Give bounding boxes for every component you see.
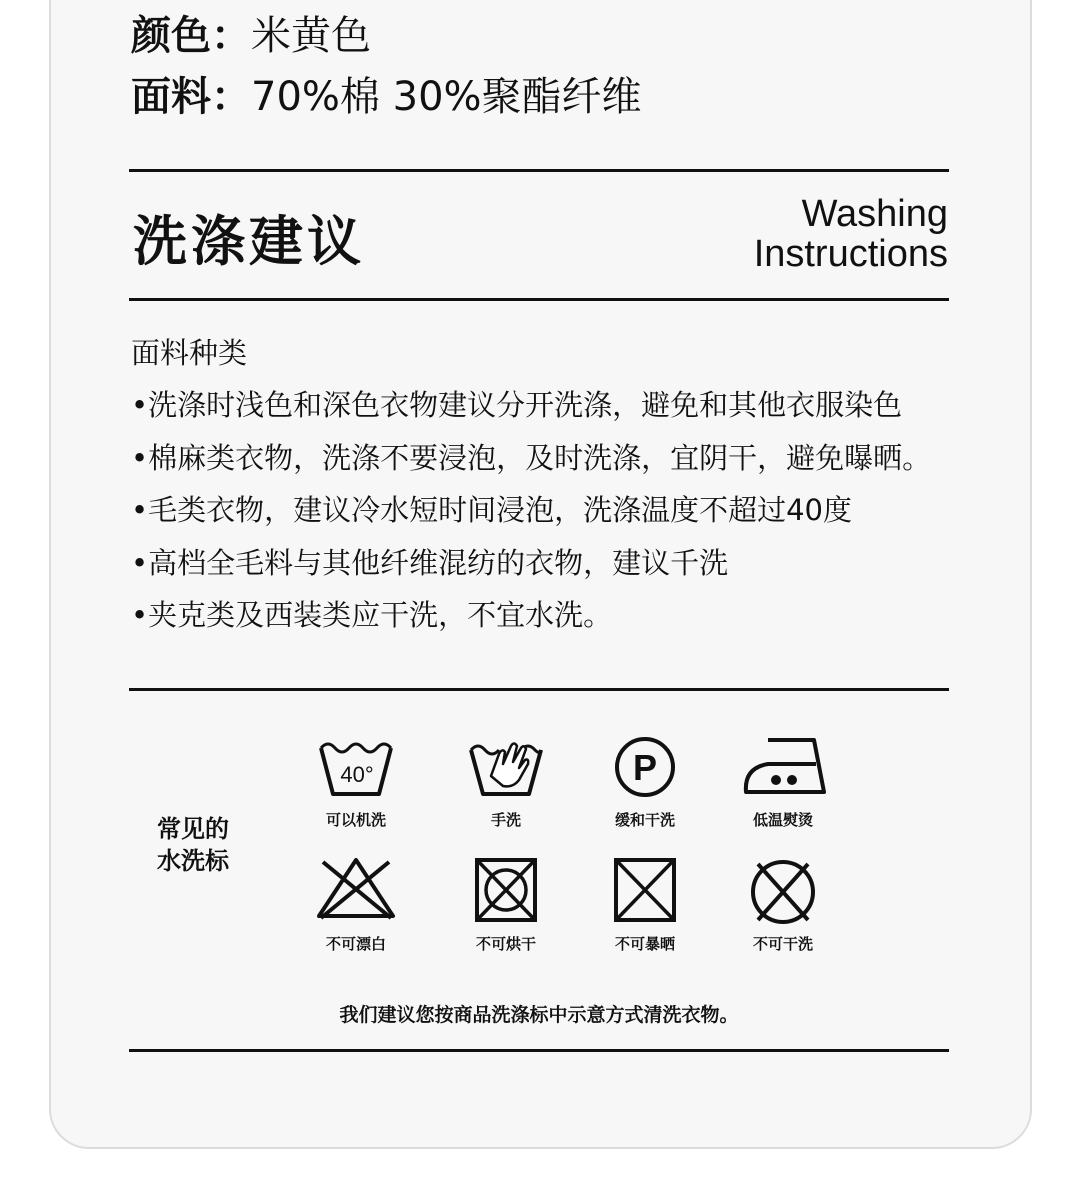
washing-tip: •夹克类及西装类应干洗，不宜水洗。 <box>131 598 613 632</box>
care-symbol-no-tumble-dry <box>456 852 556 954</box>
divider-top <box>129 169 949 172</box>
dry-clean-p-icon <box>600 728 690 804</box>
wash-temp-text: 40° <box>340 762 374 787</box>
care-symbol-label: 不可烘干 <box>475 935 536 953</box>
do-not-sun-dry-icon <box>600 852 690 928</box>
care-symbol-label: 不可干洗 <box>752 935 813 953</box>
care-symbol-label: 手洗 <box>490 811 521 829</box>
care-symbol-no-bleach <box>306 852 406 954</box>
care-symbol-hand-wash <box>456 728 556 830</box>
washing-title-en-line1: Washing <box>801 193 948 235</box>
hand-wash-icon <box>461 728 551 804</box>
color-spec <box>131 12 371 60</box>
care-symbol-no-sun-dry <box>595 852 695 954</box>
washing-tip: •毛类衣物，建议冷水短时间浸泡，洗涤温度不超过40度 <box>131 493 853 527</box>
iron-low-temp-icon <box>738 728 828 804</box>
care-note: 我们建议您按商品洗涤标中示意方式清洗衣物。 <box>339 1004 739 1026</box>
fabric-type-subtitle: 面料种类 <box>131 336 248 370</box>
care-symbol-label: 不可暴晒 <box>614 935 675 953</box>
washing-tip: •高档全毛料与其他纤维混纺的衣物，建议千洗 <box>131 546 729 580</box>
care-symbols-heading-line1: 常见的 <box>157 815 229 843</box>
washing-title-en-line2: Instructions <box>753 233 948 275</box>
care-symbol-no-dry-clean <box>733 852 833 954</box>
do-not-tumble-dry-icon <box>461 852 551 928</box>
machine-wash-40-icon <box>311 728 401 804</box>
washing-title: 洗涤建议 <box>133 210 365 273</box>
care-symbols-heading <box>157 813 229 877</box>
do-not-dry-clean-icon <box>738 852 828 928</box>
fabric-value: 70%棉 30%聚酯纤维 <box>251 74 642 120</box>
do-not-bleach-icon <box>311 852 401 928</box>
care-symbol-machine-wash <box>306 728 406 830</box>
washing-tip: •洗涤时浅色和深色衣物建议分开洗涤，避免和其他衣服染色 <box>131 388 903 422</box>
care-symbol-label: 低温熨烫 <box>752 811 813 829</box>
color-value: 米黄色 <box>251 13 371 59</box>
divider-symbols <box>129 688 949 691</box>
fabric-spec <box>131 73 642 121</box>
care-symbols-heading-line2: 水洗标 <box>157 847 229 875</box>
divider-bottom <box>129 1049 949 1052</box>
care-symbol-iron-low <box>733 728 833 830</box>
color-label: 颜色： <box>131 13 251 59</box>
divider-title <box>129 298 949 301</box>
care-symbol-dry-clean-p <box>595 728 695 830</box>
care-symbol-label: 可以机洗 <box>325 811 386 829</box>
fabric-label: 面料： <box>131 74 251 120</box>
care-symbol-label: 缓和干洗 <box>614 811 675 829</box>
washing-tip: •棉麻类衣物，洗涤不要浸泡，及时洗涤，宜阴干，避免曝晒。 <box>131 441 932 475</box>
washing-title-en <box>754 194 948 274</box>
dry-clean-letter: P <box>632 747 658 788</box>
care-symbol-label: 不可漂白 <box>325 935 386 953</box>
